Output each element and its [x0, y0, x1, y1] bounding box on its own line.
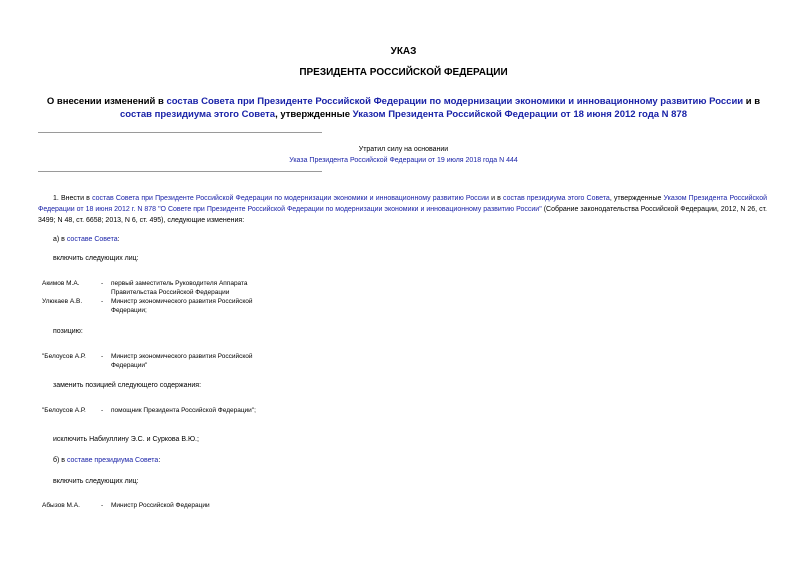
separator-line	[38, 171, 322, 172]
person-position: первый заместитель Руководителя Аппарата Правительстаа Российской Федерации	[111, 280, 248, 296]
paragraph-1	[38, 193, 767, 226]
paragraph-text: и в	[488, 195, 503, 202]
paragraph-text: 1. Внести в	[53, 195, 93, 202]
dash: -	[101, 502, 104, 509]
person-name: Акимов М.А.	[42, 280, 80, 287]
section-b	[53, 457, 160, 464]
dash: -	[101, 280, 104, 287]
dash: -	[101, 298, 104, 305]
subject-text: О внесении изменений в	[46, 96, 167, 107]
paragraph-text: , утвержденные	[609, 195, 664, 202]
section-text: б) в	[53, 457, 67, 464]
person-name: Улюкаев А.В.	[42, 298, 83, 305]
council-composition-link[interactable]: составе Совета	[66, 236, 118, 243]
paragraph-text: (Собрание законодательства Российской Федерации, 2012, N 26, ст. 3499; N 48, ст. 6658; 2013, N 6, ст. 495), следующие изменения:	[38, 206, 767, 224]
section-a	[53, 236, 120, 243]
person-position: Министр экономического развития Российской Федерации;	[111, 298, 253, 314]
council-composition-link[interactable]: состав Совета при Президенте Российской Федерации по модернизации экономики и инновационному развитию России	[92, 195, 489, 202]
council-composition-link[interactable]: состав Совета при Президенте Российской Федерации по модернизации экономики и инновационному развитию России	[166, 96, 744, 107]
document-subject	[40, 95, 767, 121]
decree-878-link[interactable]: Указом Президента Российской Федерации от 18 июня 2012 г. N 878 "О Совете при Президенте Российской Федерации по модернизации экономики и инновационному развитию России"	[38, 195, 767, 213]
repeal-note: Утратил силу на основании	[358, 146, 449, 153]
repeal-decree-link[interactable]: Указа Президента Российской Федерации от 19 июля 2018 года N 444	[289, 157, 518, 164]
person-position: Министр экономического развития Российской Федерации"	[111, 353, 253, 369]
presidium-composition-link[interactable]: состав президиума этого Совета	[119, 109, 276, 120]
decree-878-link[interactable]: Указом Президента Российской Федерации от 18 июня 2012 года N 878	[352, 109, 688, 120]
subject-text: и в	[743, 96, 761, 107]
subject-text: , утвержденные	[275, 109, 353, 120]
include-instruction: включить следующих лиц:	[53, 255, 139, 262]
person-name: "Белоусов А.Р.	[42, 353, 86, 360]
person-name: "Белоусов А.Р.	[42, 407, 86, 414]
section-text: :	[117, 236, 120, 243]
position-label: позицию:	[53, 328, 83, 335]
person-position: Министр Российской Федерации	[111, 502, 210, 509]
person-position: помощник Президента Российской Федерации";	[111, 407, 256, 414]
presidium-composition-link[interactable]: состав президиума этого Совета	[503, 195, 610, 202]
section-text: а) в	[53, 236, 67, 243]
separator-line	[38, 132, 322, 133]
dash: -	[101, 407, 104, 414]
include-instruction: включить следующих лиц:	[53, 478, 139, 485]
presidium-composition-link[interactable]: составе президиума Совета	[66, 457, 159, 464]
section-text: :	[158, 457, 161, 464]
dash: -	[101, 353, 104, 360]
document-title: УКАЗ	[390, 46, 417, 57]
replace-instruction: заменить позицией следующего содержания:	[53, 382, 202, 389]
person-name: Абызов М.А.	[42, 502, 80, 509]
document-issuer: ПРЕЗИДЕНТА РОССИЙСКОЙ ФЕДЕРАЦИИ	[299, 67, 508, 78]
exclude-instruction: исключить Набиуллину Э.С. и Суркова В.Ю.;	[53, 436, 199, 443]
